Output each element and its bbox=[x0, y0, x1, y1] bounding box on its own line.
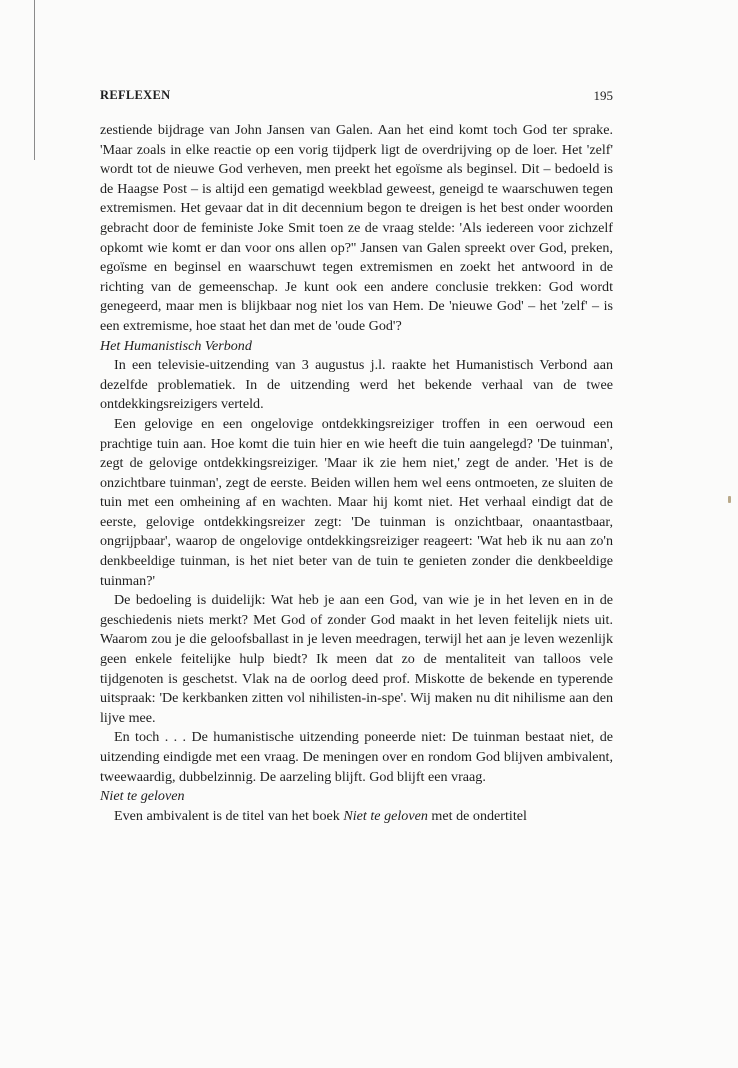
paragraph: In een televisie-uitzending van 3 augustus j.l. raakte het Humanistisch Verbond aan dezelfde problematiek. In de uitzending werd het bekende verhaal van de twee ontdekkingsreizigers verteld. bbox=[100, 357, 613, 413]
paragraph-text: Even ambivalent is de titel van het boek bbox=[114, 807, 340, 824]
body-text bbox=[100, 121, 613, 826]
paragraph: zestiende bijdrage van John Jansen van Galen. Aan het eind komt toch God ter sprake. 'Maar zoals in elke reactie op een vorig tijdperk ligt de overdrijving op de loer. Het 'zelf' wordt tot de nieuwe God verheven, men preekt het egoïsme als beginsel. Dit – bedoeld is de Haagse Post – is altijd een gematigd weekblad geweest, geneigd te waarschuwen tegen extremismen. Het gevaar dat in dit decennium begon te dreigen is het best onder woorden gebracht door de feministe Joke Smit toen ze de vraag stelde: 'Als iedereen voor zichzelf opkomt wie komt er dan voor ons allen op?'' Jansen van Galen spreekt over God, preken, egoïsme en beginsel en waarschuwt tegen extremismen en zoekt het antwoord in de richting van de gemeenschap. Je kunt ook een andere conclusie trekken: God wordt genegeerd, maar men is blijkbaar nog niet los van Hem. De 'nieuwe God' – het 'zelf' – is een extremisme, hoe staat het dan met de 'oude God'? bbox=[100, 122, 613, 334]
paragraph: En toch . . . De humanistische uitzending poneerde niet: De tuinman bestaat niet, de uitzending eindigde met een vraag. De meningen over en rondom God blijven ambivalent, tweewaardig, dubbelzinnig. De aarzeling blijft. God blijft een vraag. bbox=[100, 729, 613, 785]
book-title: Niet te geloven bbox=[343, 807, 428, 824]
section-heading: Niet te geloven bbox=[100, 788, 185, 805]
margin-mark bbox=[728, 496, 731, 503]
section-heading: Het Humanistisch Verbond bbox=[100, 337, 252, 354]
paragraph-text: met de ondertitel bbox=[431, 807, 527, 824]
paragraph: De bedoeling is duidelijk: Wat heb je aan een God, van wie je in het leven en in de geschiedenis niets merkt? Met God of zonder God maakt in het leven feitelijk niets uit. Waarom zou je die geloofsballast in je leven meedragen, terwijl het aan je leven wezenlijk geen enkele feitelijke hulp biedt? Ik meen dat zo de mentaliteit van talloos vele tijdgenoten is geschetst. Vlak na de oorlog deed prof. Miskotte de bekende en typerende uitspraak: 'De kerkbanken zitten vol nihilisten-in-spe'. Wij maken nu dit nihilisme aan den lijve mee. bbox=[100, 592, 613, 726]
page-header bbox=[100, 88, 613, 106]
paragraph bbox=[100, 807, 613, 827]
page-number: 195 bbox=[593, 88, 613, 103]
page-edge-rule bbox=[34, 0, 35, 160]
paragraph: Een gelovige en een ongelovige ontdekkingsreiziger troffen in een oerwoud een prachtige tuin aan. Hoe komt die tuin hier en wie heeft die tuin aangelegd? 'De tuinman', zegt de gelovige ontdekkingsreiziger. 'Maar ik zie hem niet,' zegt de ander. 'Het is de onzichtbare tuinman', zegt de eerste. Beiden willen hem wel eens ontmoeten, ze sluiten de tuin met een omheining af en wachten. Maar hij komt niet. Het verhaal eindigt dat de eerste, gelovige ontdekkingsreizer zegt: 'De tuinman is onzichtbaar, onaantastbaar, ongrijpbaar', waarop de ongelovige ontdekkingsreiziger reageert: 'Wat heb ik nu aan zo'n denkbeeldige tuinman, is het niet beter van de tuin te genieten zonder die denkbeeldige tuinman?' bbox=[100, 415, 613, 589]
running-head: REFLEXEN bbox=[100, 88, 171, 102]
